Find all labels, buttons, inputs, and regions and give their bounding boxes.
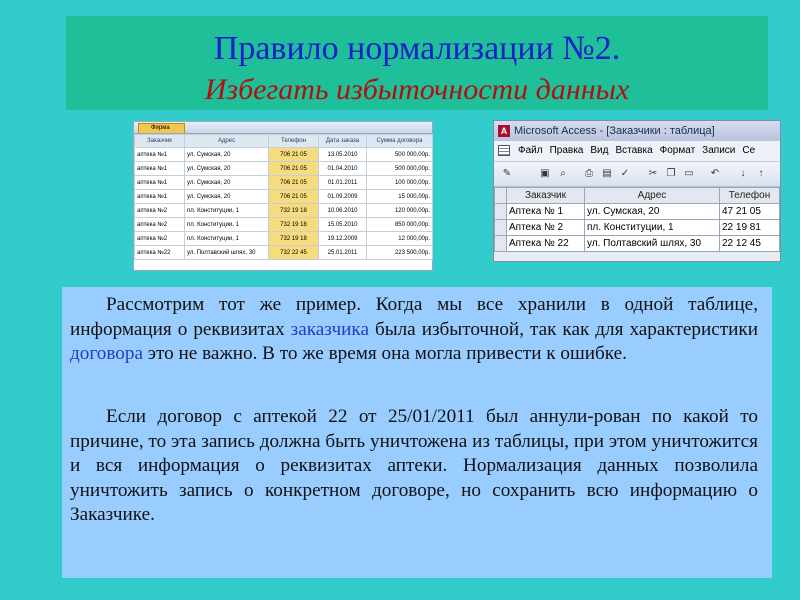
menu-item-service[interactable]: Се [742, 145, 756, 156]
table-row[interactable] [135, 218, 433, 232]
spelling-icon[interactable]: ✓ [620, 168, 630, 179]
datasheet-cell: пл. Конституции, 1 [185, 232, 269, 246]
table-row[interactable] [135, 232, 433, 246]
datasheet-cell: 01.01.2011 [319, 176, 367, 190]
contract-term: договора [70, 343, 143, 364]
datasheet-cell: аптека №2 [135, 232, 185, 246]
datasheet-cell: аптека №22 [135, 246, 185, 260]
row-selector-corner[interactable] [495, 188, 507, 204]
sort-desc-icon[interactable]: ↑ [758, 168, 764, 179]
datasheet-tab[interactable]: Фирма [138, 123, 185, 133]
datasheet-table [134, 134, 433, 260]
datasheet-cell: ул. Полтавский шлях, 30 [185, 246, 269, 260]
datasheet-cell: 500 000,00р. [367, 148, 433, 162]
table-icon [498, 145, 510, 156]
datasheet-cell: 15.05.2010 [319, 218, 367, 232]
table-row[interactable] [495, 220, 780, 236]
datasheet-cell: аптека №1 [135, 190, 185, 204]
search-icon[interactable]: ⌕ [560, 168, 566, 179]
access-cell[interactable]: Аптека № 2 [507, 220, 585, 236]
table-row[interactable] [135, 190, 433, 204]
access-cell[interactable]: 47 21 05 [720, 204, 780, 220]
datasheet-cell: 01.04.2010 [319, 162, 367, 176]
datasheet-cell: аптека №2 [135, 204, 185, 218]
access-cell[interactable]: 22 19 81 [720, 220, 780, 236]
sort-asc-icon[interactable]: ↓ [740, 168, 746, 179]
datasheet-cell: 706 21 05 [269, 162, 319, 176]
access-column-header[interactable]: Адрес [585, 188, 720, 204]
paragraph-1 [70, 293, 758, 367]
access-cell[interactable]: Аптека № 22 [507, 236, 585, 252]
paragraph-2: Если договор с аптекой 22 от 25/01/2011 был аннули-рован по какой то причине, то эта запись должна быть уничтожена из таблицы, при этом уничтожится и вся информация о реквизитах аптеки. Нормализация данных позволила уничтожить запись о конкретном договоре, но сохранить всю информацию о Заказчике. [70, 406, 758, 525]
datasheet-cell: пл. Конституции, 1 [185, 204, 269, 218]
text-panel [62, 287, 772, 578]
access-cell[interactable]: ул. Сумская, 20 [585, 204, 720, 220]
access-toolbar [494, 161, 780, 187]
datasheet-tabbar [134, 122, 432, 134]
datasheet-cell: 732 19 18 [269, 204, 319, 218]
datasheet-cell: 100 000,00р. [367, 176, 433, 190]
datasheet-cell: 732 19 18 [269, 232, 319, 246]
datasheet-cell: аптека №1 [135, 162, 185, 176]
table-row[interactable] [135, 204, 433, 218]
datasheet-cell: 706 21 05 [269, 176, 319, 190]
access-cell[interactable]: ул. Полтавский шлях, 30 [585, 236, 720, 252]
menu-item-records[interactable]: Записи [702, 145, 736, 156]
table-row[interactable] [135, 148, 433, 162]
row-selector[interactable] [495, 236, 507, 252]
datasheet-cell: 13.05.2010 [319, 148, 367, 162]
datasheet-cell: 706 21 05 [269, 190, 319, 204]
preview-icon[interactable]: ▤ [602, 168, 612, 179]
datasheet-cell: 120 000,00р. [367, 204, 433, 218]
menu-item-format[interactable]: Формат [659, 145, 696, 156]
slide-title: Правило нормализации №2. [213, 30, 621, 67]
datasheet-cell: 25.01.2011 [319, 246, 367, 260]
access-app-icon: A [498, 125, 510, 137]
datasheet-image [133, 121, 433, 271]
datasheet-cell: 15 000,00р. [367, 190, 433, 204]
access-column-header[interactable]: Заказчик [507, 188, 585, 204]
datasheet-cell: 706 21 05 [269, 148, 319, 162]
datasheet-cell: 12 000,00р. [367, 232, 433, 246]
table-row[interactable] [135, 246, 433, 260]
datasheet-cell: 732 19 18 [269, 218, 319, 232]
datasheet-cell: ул. Сумская, 20 [185, 162, 269, 176]
table-row[interactable] [495, 236, 780, 252]
access-header-row [495, 188, 780, 204]
menu-item-file[interactable]: Файл [518, 145, 543, 156]
datasheet-cell: ул. Сумская, 20 [185, 148, 269, 162]
access-titlebar [494, 121, 780, 141]
datasheet-cell: аптека №1 [135, 148, 185, 162]
paragraph-1-text-b: была избыточной, так как для характеристики [368, 318, 758, 340]
access-cell[interactable]: Аптека № 1 [507, 204, 585, 220]
access-cell[interactable]: пл. Конституции, 1 [585, 220, 720, 236]
datasheet-cell: 01.09.2009 [319, 190, 367, 204]
table-row[interactable] [135, 176, 433, 190]
menu-item-edit[interactable]: Правка [549, 145, 584, 156]
paste-icon[interactable]: ▭ [684, 168, 694, 179]
datasheet-column-header: Заказчик [135, 135, 185, 148]
table-row[interactable] [135, 162, 433, 176]
menu-item-insert[interactable]: Вставка [615, 145, 653, 156]
access-cell[interactable]: 22 12 45 [720, 236, 780, 252]
title-banner [66, 16, 768, 110]
cut-icon[interactable]: ✂ [648, 168, 658, 179]
undo-icon[interactable]: ↶ [710, 168, 720, 179]
paragraph-1-text-c: это не важно. В то же время она могла привести к ошибке. [142, 343, 627, 364]
datasheet-column-header: Телефон [269, 135, 319, 148]
access-window-image [493, 120, 781, 262]
access-window-title: Microsoft Access - [Заказчики : таблица] [514, 125, 715, 137]
datasheet-column-header: Адрес [185, 135, 269, 148]
paragraph-1-text-a: Рассмотрим тот же пример. Когда мы все хранили в одной таблице, информация о реквизитах [70, 294, 758, 340]
datasheet-cell: ул. Сумская, 20 [185, 190, 269, 204]
access-menubar [494, 141, 780, 161]
print-icon[interactable]: ⎙ [585, 168, 593, 179]
datasheet-cell: пл. Конституции, 1 [185, 218, 269, 232]
table-row[interactable] [495, 204, 780, 220]
datasheet-header-row [135, 135, 433, 148]
datasheet-column-header: Сумма договора [367, 135, 433, 148]
save-icon[interactable]: ▣ [540, 168, 550, 179]
view-icon[interactable]: ✎ [502, 168, 512, 179]
slide-subtitle: Избегать избыточности данных [204, 73, 630, 106]
datasheet-cell: 500 000,00р. [367, 162, 433, 176]
access-column-header[interactable]: Телефон [720, 188, 780, 204]
customer-term: заказчика [290, 318, 369, 340]
datasheet-cell: 223 500,00р. [367, 246, 433, 260]
row-selector[interactable] [495, 220, 507, 236]
datasheet-cell: 19.12.2009 [319, 232, 367, 246]
datasheet-cell: аптека №1 [135, 176, 185, 190]
datasheet-column-header: Дата заказа [319, 135, 367, 148]
datasheet-cell: аптека №2 [135, 218, 185, 232]
menu-item-view[interactable]: Вид [590, 145, 609, 156]
datasheet-cell: 732 22 45 [269, 246, 319, 260]
datasheet-cell: ул. Сумская, 20 [185, 176, 269, 190]
access-table [494, 187, 780, 252]
datasheet-cell: 10.06.2010 [319, 204, 367, 218]
row-selector[interactable] [495, 204, 507, 220]
copy-icon[interactable]: ❐ [666, 168, 676, 179]
datasheet-cell: 850 000,00р. [367, 218, 433, 232]
